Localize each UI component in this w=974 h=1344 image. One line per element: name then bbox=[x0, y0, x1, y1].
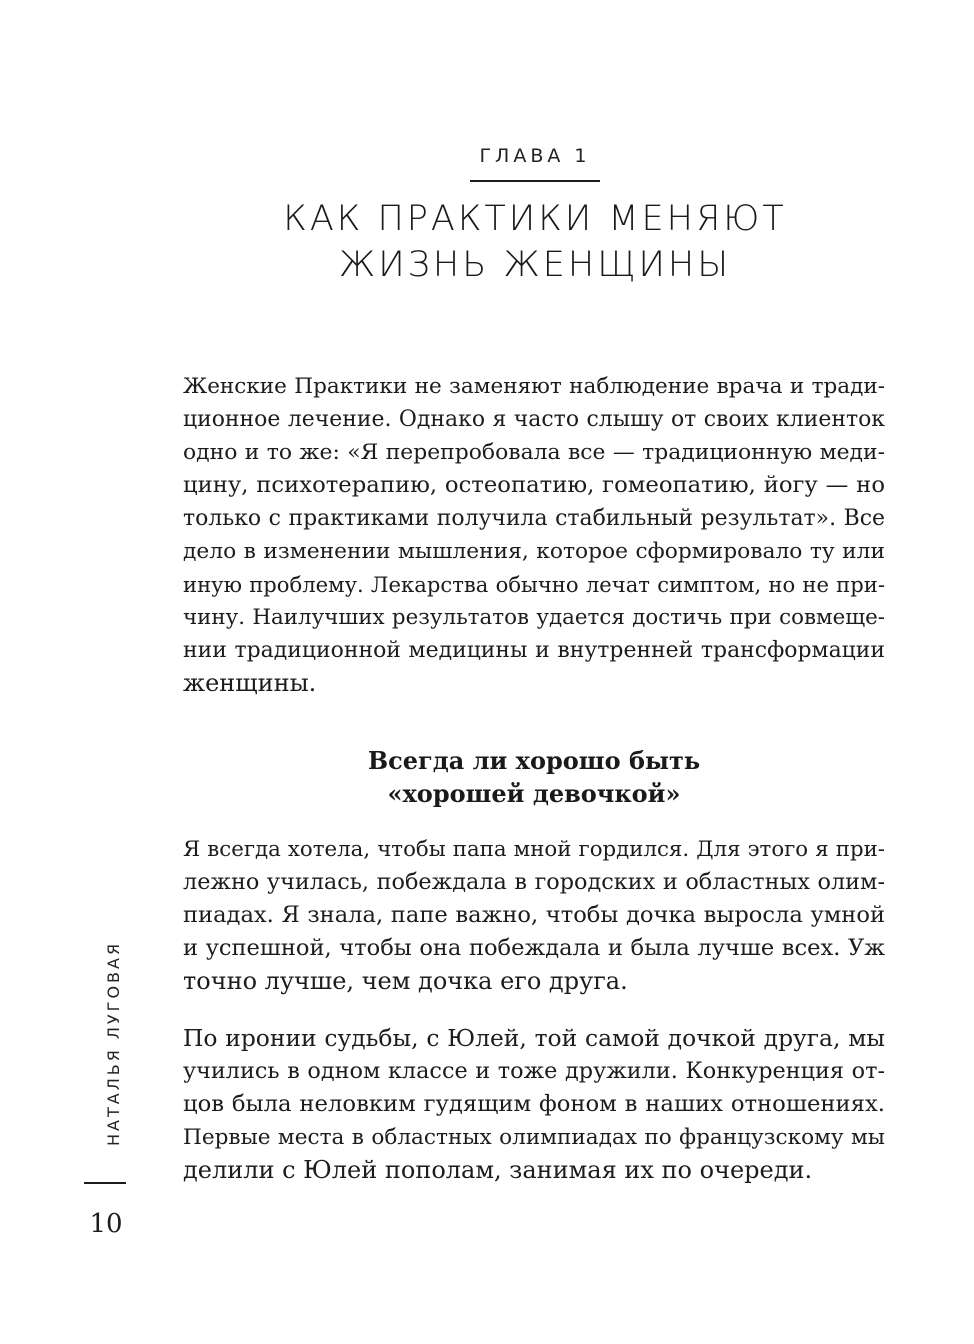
page-number: 10 bbox=[89, 1209, 123, 1239]
text-line: Женские Практики не заменяют наблюдение врача и тради- bbox=[183, 374, 885, 399]
text-line: одно и то же: «Я перепробовала все — традиционную меди- bbox=[183, 440, 885, 465]
text-line: учились в одном классе и тоже дружили. Конкуренция от- bbox=[183, 1058, 885, 1084]
section-paragraph-1 bbox=[183, 833, 885, 998]
text-line: только с практиками получила стабильный результат». Все bbox=[183, 506, 885, 531]
chapter-title bbox=[0, 196, 974, 288]
text-line: чину. Наилучших результатов удается достичь при совмеще- bbox=[183, 605, 885, 630]
intro-paragraph bbox=[183, 370, 885, 700]
running-author-name: НАТАЛЬЯ ЛУГОВАЯ bbox=[104, 940, 123, 1146]
section-heading bbox=[183, 744, 885, 810]
text-line: женщины. bbox=[183, 669, 317, 697]
section-heading-line: Всегда ли хорошо быть bbox=[367, 746, 701, 775]
chapter-divider bbox=[470, 180, 600, 182]
text-line: делили с Юлей пополам, занимая их по очереди. bbox=[183, 1156, 813, 1184]
text-line: лежно училась, побеждала в городских и областных олим- bbox=[183, 869, 885, 895]
text-line: цину, психотерапию, остеопатию, гомеопатию, йогу — но bbox=[183, 472, 885, 498]
section-paragraph-2 bbox=[183, 1022, 885, 1187]
chapter-label: ГЛАВА 1 bbox=[479, 145, 591, 167]
text-line: По иронии судьбы, с Юлей, той самой дочкой друга, мы bbox=[183, 1024, 885, 1052]
text-line: цов была неловким гудящим фоном в наших отношениях. bbox=[183, 1091, 885, 1117]
text-line: дело в изменении мышления, которое сформировало ту или bbox=[183, 539, 885, 564]
margin-divider bbox=[84, 1182, 126, 1184]
text-line: Я всегда хотела, чтобы папа мной гордился. Для этого я при- bbox=[183, 837, 885, 862]
text-line: Первые места в областных олимпиадах по французскому мы bbox=[183, 1125, 885, 1150]
text-line: и успешной, чтобы она побеждала и была лучше всех. Уж bbox=[183, 935, 885, 961]
chapter-title-line: КАК ПРАКТИКИ МЕНЯЮТ bbox=[283, 199, 787, 239]
text-line: пиадах. Я знала, папе важно, чтобы дочка выросла умной bbox=[183, 902, 885, 928]
chapter-title-line: ЖИЗНЬ ЖЕНЩИНЫ bbox=[338, 245, 732, 285]
section-heading-line: «хорошей девочкой» bbox=[387, 779, 681, 808]
text-line: нии традиционной медицины и внутренней трансформации bbox=[183, 638, 885, 663]
text-line: ционное лечение. Однако я часто слышу от своих клиенток bbox=[183, 407, 885, 432]
text-line: иную проблему. Лекарства обычно лечат симптом, но не при- bbox=[183, 572, 885, 597]
text-line: точно лучше, чем дочка его друга. bbox=[183, 967, 628, 995]
